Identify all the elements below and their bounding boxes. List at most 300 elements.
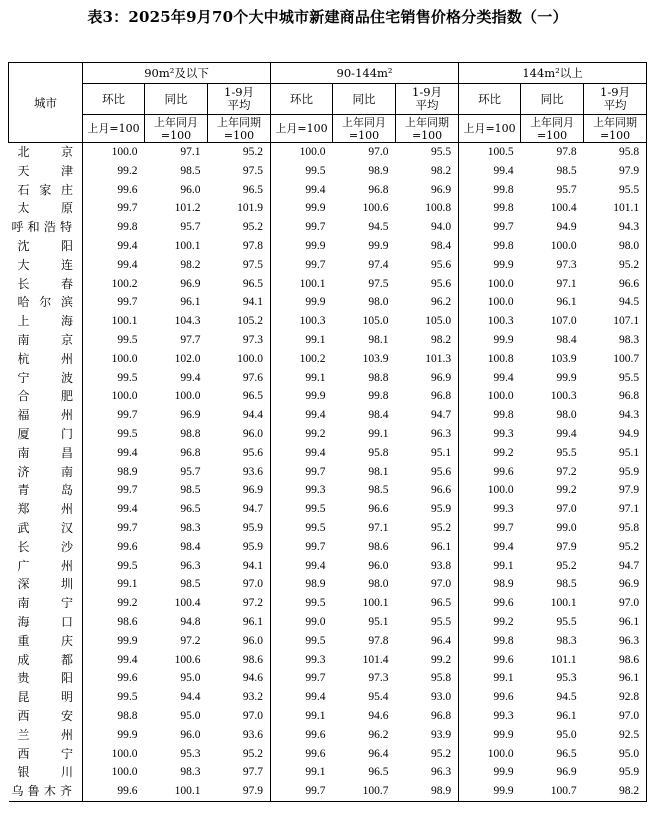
index-value: 94.5	[556, 691, 577, 704]
city-name: 昆明	[9, 688, 83, 707]
index-value: 96.1	[180, 296, 201, 309]
table-row	[9, 369, 647, 388]
index-value: 95.2	[556, 559, 577, 572]
index-value: 97.0	[396, 575, 459, 594]
index-value: 95.2	[396, 519, 459, 538]
index-value: 95.7	[180, 221, 201, 234]
index-value: 99.7	[305, 672, 326, 685]
index-value: 96.1	[208, 613, 271, 632]
index-value: 94.9	[556, 221, 577, 234]
index-value: 95.6	[396, 463, 459, 482]
index-value: 99.1	[305, 766, 326, 779]
index-value: 100.1	[550, 597, 577, 610]
unit-header-yoy: 上年同月 =100	[145, 115, 208, 143]
index-value: 99.6	[117, 672, 138, 685]
index-value: 99.9	[117, 634, 138, 647]
index-value: 99.4	[305, 691, 326, 704]
index-value: 99.5	[305, 503, 326, 516]
index-value: 98.6	[117, 615, 138, 628]
index-value: 99.4	[117, 653, 138, 666]
index-value: 95.6	[396, 256, 459, 275]
index-value: 99.3	[493, 503, 514, 516]
index-value: 96.1	[396, 538, 459, 557]
index-value: 95.4	[368, 691, 389, 704]
index-value: 100.1	[362, 597, 389, 610]
index-value: 98.3	[180, 521, 201, 534]
col-header-yoy: 同比	[333, 84, 396, 115]
index-value: 94.4	[208, 406, 271, 425]
index-value: 96.9	[208, 481, 271, 500]
index-value: 99.5	[117, 371, 138, 384]
index-value: 96.3	[396, 425, 459, 444]
index-value: 100.1	[174, 239, 201, 252]
index-value: 99.2	[556, 484, 577, 497]
index-value: 97.9	[556, 540, 577, 553]
city-column-header: 城市	[9, 63, 83, 143]
group-header-medium: 90-144m²	[271, 63, 459, 84]
index-value: 99.6	[493, 653, 514, 666]
index-value: 99.7	[117, 521, 138, 534]
index-value: 100.2	[299, 352, 326, 365]
index-value: 94.6	[208, 669, 271, 688]
index-value: 99.4	[117, 258, 138, 271]
index-value: 95.0	[180, 709, 201, 722]
index-value: 98.9	[396, 782, 459, 801]
index-value: 97.0	[208, 575, 271, 594]
index-value: 99.7	[305, 540, 326, 553]
index-value: 99.1	[305, 709, 326, 722]
index-value: 99.8	[493, 239, 514, 252]
index-value: 100.4	[550, 202, 577, 215]
table-row	[9, 726, 647, 745]
index-value: 99.1	[305, 333, 326, 346]
city-name: 海口	[9, 613, 83, 632]
index-value: 100.8	[487, 352, 514, 365]
table-row	[9, 425, 647, 444]
index-value: 99.7	[117, 296, 138, 309]
index-value: 96.8	[368, 183, 389, 196]
city-name: 呼和浩特	[9, 218, 83, 237]
index-value: 100.2	[111, 277, 138, 290]
index-value: 96.5	[556, 747, 577, 760]
table-row	[9, 500, 647, 519]
index-value: 99.5	[305, 634, 326, 647]
city-name: 天津	[9, 162, 83, 181]
index-value: 96.2	[396, 293, 459, 312]
index-value: 100.3	[487, 315, 514, 328]
table-row	[9, 538, 647, 557]
index-value: 99.6	[117, 540, 138, 553]
unit-header-ytd-avg: 上年同期 =100	[584, 115, 647, 143]
index-value: 96.9	[584, 575, 647, 594]
index-value: 96.0	[180, 728, 201, 741]
unit-header-mom: 上月=100	[459, 115, 521, 143]
city-name: 哈尔滨	[9, 293, 83, 312]
index-value: 95.9	[208, 538, 271, 557]
index-value: 97.7	[180, 333, 201, 346]
index-value: 95.2	[584, 538, 647, 557]
group-header-large: 144m²以上	[459, 63, 647, 84]
city-name: 福州	[9, 406, 83, 425]
table-row	[9, 745, 647, 764]
unit-header-ytd-avg: 上年同期 =100	[208, 115, 271, 143]
index-value: 94.3	[584, 406, 647, 425]
index-value: 99.8	[493, 183, 514, 196]
index-value: 100.0	[487, 484, 514, 497]
index-value: 97.1	[368, 521, 389, 534]
unit-header-yoy: 上年同月 =100	[521, 115, 584, 143]
table-row	[9, 707, 647, 726]
table-row	[9, 199, 647, 218]
index-value: 98.5	[180, 484, 201, 497]
index-value: 93.6	[208, 463, 271, 482]
index-value: 96.8	[180, 446, 201, 459]
table-row	[9, 575, 647, 594]
index-value: 95.8	[584, 143, 647, 162]
index-value: 97.5	[208, 256, 271, 275]
index-value: 100.3	[550, 390, 577, 403]
index-value: 99.1	[493, 672, 514, 685]
table-row	[9, 312, 647, 331]
index-value: 98.5	[556, 164, 577, 177]
index-value: 97.0	[556, 503, 577, 516]
index-value: 98.9	[368, 164, 389, 177]
index-value: 99.4	[493, 540, 514, 553]
city-name: 沈阳	[9, 237, 83, 256]
index-value: 96.0	[180, 183, 201, 196]
city-name: 成都	[9, 651, 83, 670]
index-value: 100.0	[111, 747, 138, 760]
index-value: 97.7	[208, 763, 271, 782]
index-value: 99.5	[305, 597, 326, 610]
index-value: 95.8	[584, 519, 647, 538]
index-value: 100.0	[111, 352, 138, 365]
index-value: 103.9	[362, 352, 389, 365]
index-value: 100.1	[299, 277, 326, 290]
index-value: 94.5	[368, 221, 389, 234]
table-row	[9, 256, 647, 275]
index-value: 100.0	[487, 296, 514, 309]
index-value: 98.1	[368, 465, 389, 478]
index-value: 94.7	[584, 557, 647, 576]
index-value: 99.9	[368, 239, 389, 252]
index-value: 100.0	[299, 146, 326, 158]
index-value: 96.8	[396, 707, 459, 726]
index-value: 100.1	[111, 315, 138, 328]
index-value: 95.0	[584, 745, 647, 764]
index-value: 97.1	[556, 277, 577, 290]
table-row	[9, 669, 647, 688]
table-row	[9, 387, 647, 406]
index-value: 99.9	[459, 782, 521, 801]
index-value: 99.0	[556, 521, 577, 534]
index-value: 102.0	[174, 352, 201, 365]
index-value: 92.8	[584, 688, 647, 707]
index-value: 94.6	[368, 709, 389, 722]
index-value: 97.2	[556, 465, 577, 478]
index-value: 96.9	[180, 409, 201, 422]
table-row	[9, 519, 647, 538]
index-value: 99.9	[556, 371, 577, 384]
index-value: 98.2	[584, 782, 647, 801]
index-value: 99.5	[117, 333, 138, 346]
index-value: 95.2	[208, 143, 271, 162]
index-value: 99.4	[305, 183, 326, 196]
index-value: 97.9	[208, 782, 271, 801]
table-row	[9, 275, 647, 294]
city-name: 上海	[9, 312, 83, 331]
index-value: 100.7	[333, 782, 396, 801]
index-value: 98.0	[368, 578, 389, 591]
index-value: 95.2	[584, 256, 647, 275]
index-value: 99.7	[305, 221, 326, 234]
index-value: 97.1	[584, 500, 647, 519]
table-row	[9, 613, 647, 632]
col-header-mom: 环比	[83, 84, 145, 115]
index-value: 99.1	[368, 427, 389, 440]
index-value: 99.4	[117, 503, 138, 516]
index-value: 100.0	[174, 390, 201, 403]
index-value: 94.5	[584, 293, 647, 312]
index-value: 100.6	[362, 202, 389, 215]
col-header-ytd-avg: 1-9月 平均	[396, 84, 459, 115]
index-value: 98.5	[368, 484, 389, 497]
table-row	[9, 181, 647, 200]
index-value: 95.9	[584, 763, 647, 782]
index-value: 98.4	[368, 409, 389, 422]
index-value: 98.3	[180, 766, 201, 779]
index-value: 96.1	[584, 613, 647, 632]
index-value: 99.5	[305, 164, 326, 177]
city-name: 西宁	[9, 745, 83, 764]
index-value: 95.9	[396, 500, 459, 519]
index-value: 99.4	[305, 559, 326, 572]
index-value: 96.5	[208, 275, 271, 294]
index-value: 97.0	[368, 146, 389, 158]
index-value: 98.8	[180, 427, 201, 440]
city-name: 南宁	[9, 594, 83, 613]
city-name: 杭州	[9, 350, 83, 369]
index-value: 99.6	[305, 747, 326, 760]
index-value: 95.6	[396, 275, 459, 294]
table-row	[9, 557, 647, 576]
index-value: 95.7	[180, 465, 201, 478]
index-value: 98.5	[556, 578, 577, 591]
table-row	[9, 350, 647, 369]
index-value: 98.2	[396, 331, 459, 350]
index-value: 99.4	[305, 446, 326, 459]
index-value: 99.9	[305, 296, 326, 309]
index-value: 97.5	[208, 162, 271, 181]
index-value: 96.5	[208, 387, 271, 406]
table-title: 表3：2025年9月70个大中城市新建商品住宅销售价格分类指数（一）	[87, 8, 568, 26]
city-name: 青岛	[9, 481, 83, 500]
index-value: 95.8	[396, 669, 459, 688]
index-value: 99.4	[556, 427, 577, 440]
city-name: 重庆	[9, 632, 83, 651]
index-value: 99.7	[117, 202, 138, 215]
index-value: 95.2	[208, 218, 271, 237]
index-value: 101.1	[584, 199, 647, 218]
index-value: 96.1	[584, 669, 647, 688]
table-row	[9, 651, 647, 670]
index-value: 98.5	[180, 578, 201, 591]
index-value: 95.6	[208, 444, 271, 463]
index-value: 100.0	[111, 766, 138, 779]
index-value: 95.5	[584, 369, 647, 388]
table-row	[9, 143, 647, 162]
city-name: 乌鲁木齐	[9, 782, 83, 801]
index-value: 99.2	[493, 615, 514, 628]
index-value: 95.8	[368, 446, 389, 459]
unit-header-mom: 上月=100	[271, 115, 333, 143]
index-value: 99.4	[117, 239, 138, 252]
index-value: 100.0	[487, 390, 514, 403]
index-value: 98.8	[117, 709, 138, 722]
index-value: 99.7	[117, 484, 138, 497]
index-value: 95.1	[584, 444, 647, 463]
city-name: 兰州	[9, 726, 83, 745]
index-value: 100.0	[208, 350, 271, 369]
city-name: 武汉	[9, 519, 83, 538]
index-value: 98.3	[584, 331, 647, 350]
col-header-ytd-avg: 1-9月 平均	[584, 84, 647, 115]
index-value: 99.4	[305, 409, 326, 422]
index-value: 99.2	[305, 427, 326, 440]
index-value: 94.4	[180, 691, 201, 704]
index-value: 98.9	[117, 465, 138, 478]
index-value: 97.2	[208, 594, 271, 613]
index-value: 95.0	[180, 672, 201, 685]
index-value: 96.1	[556, 709, 577, 722]
index-value: 99.7	[117, 409, 138, 422]
index-value: 97.2	[180, 634, 201, 647]
index-value: 98.4	[180, 540, 201, 553]
index-value: 96.9	[180, 277, 201, 290]
group-header-small: 90m²及以下	[83, 63, 271, 84]
index-value: 101.3	[396, 350, 459, 369]
table-row	[9, 463, 647, 482]
table-row	[9, 688, 647, 707]
index-value: 99.1	[117, 578, 138, 591]
col-header-mom: 环比	[271, 84, 333, 115]
index-value: 93.8	[396, 557, 459, 576]
index-value: 96.5	[180, 503, 201, 516]
index-value: 99.6	[117, 183, 138, 196]
index-value: 99.3	[493, 709, 514, 722]
index-value: 97.5	[368, 277, 389, 290]
index-value: 96.5	[368, 766, 389, 779]
index-value: 94.1	[208, 557, 271, 576]
index-value: 99.2	[117, 164, 138, 177]
index-value: 95.7	[556, 183, 577, 196]
table-row	[9, 237, 647, 256]
index-value: 94.7	[208, 500, 271, 519]
index-value: 93.9	[396, 726, 459, 745]
index-value: 98.4	[556, 333, 577, 346]
index-value: 99.7	[493, 221, 514, 234]
index-value: 94.1	[208, 293, 271, 312]
index-value: 105.2	[208, 312, 271, 331]
col-header-mom: 环比	[459, 84, 521, 115]
index-value: 100.5	[487, 146, 514, 158]
city-name: 长春	[9, 275, 83, 294]
index-value: 100.0	[111, 390, 138, 403]
city-name: 宁波	[9, 369, 83, 388]
index-value: 98.0	[368, 296, 389, 309]
index-value: 107.0	[550, 315, 577, 328]
city-name: 太原	[9, 199, 83, 218]
unit-header-mom: 上月=100	[83, 115, 145, 143]
index-value: 98.1	[368, 333, 389, 346]
index-value: 95.5	[556, 615, 577, 628]
index-value: 99.9	[493, 728, 514, 741]
index-value: 100.0	[487, 277, 514, 290]
index-value: 99.4	[493, 164, 514, 177]
index-value: 93.6	[208, 726, 271, 745]
index-value: 96.0	[208, 632, 271, 651]
index-value: 99.5	[117, 691, 138, 704]
index-value: 93.0	[396, 688, 459, 707]
index-value: 100.7	[584, 350, 647, 369]
index-value: 98.6	[584, 651, 647, 670]
index-value: 95.5	[556, 446, 577, 459]
index-value: 99.1	[305, 371, 326, 384]
index-value: 99.6	[493, 465, 514, 478]
index-value: 97.3	[208, 331, 271, 350]
city-name: 济南	[9, 463, 83, 482]
index-value: 95.9	[208, 519, 271, 538]
index-value: 96.6	[396, 481, 459, 500]
index-value: 99.7	[493, 521, 514, 534]
index-value: 97.3	[368, 672, 389, 685]
index-value: 96.0	[368, 559, 389, 572]
city-name: 南昌	[9, 444, 83, 463]
table-row	[9, 218, 647, 237]
index-value: 98.0	[584, 237, 647, 256]
city-name: 石家庄	[9, 181, 83, 200]
index-value: 98.3	[556, 634, 577, 647]
index-value: 94.0	[396, 218, 459, 237]
index-value: 105.0	[362, 315, 389, 328]
table-row	[9, 444, 647, 463]
index-value: 99.9	[305, 202, 326, 215]
index-value: 96.3	[180, 559, 201, 572]
index-value: 98.8	[368, 371, 389, 384]
index-value: 95.3	[180, 747, 201, 760]
table-row	[9, 293, 647, 312]
index-value: 99.1	[493, 559, 514, 572]
price-index-table	[8, 62, 647, 802]
index-value: 99.9	[305, 390, 326, 403]
index-value: 99.0	[305, 615, 326, 628]
index-value: 97.9	[584, 481, 647, 500]
index-value: 96.2	[368, 728, 389, 741]
index-value: 100.7	[521, 782, 584, 801]
index-value: 95.1	[368, 615, 389, 628]
index-value: 99.4	[493, 371, 514, 384]
index-value: 100.0	[111, 146, 138, 158]
table-row	[9, 481, 647, 500]
index-value: 100.6	[174, 653, 201, 666]
index-value: 99.9	[493, 258, 514, 271]
index-value: 95.3	[556, 672, 577, 685]
index-value: 93.2	[208, 688, 271, 707]
index-value: 95.9	[584, 463, 647, 482]
index-value: 94.7	[396, 406, 459, 425]
index-value: 98.9	[493, 578, 514, 591]
index-value: 99.4	[117, 446, 138, 459]
